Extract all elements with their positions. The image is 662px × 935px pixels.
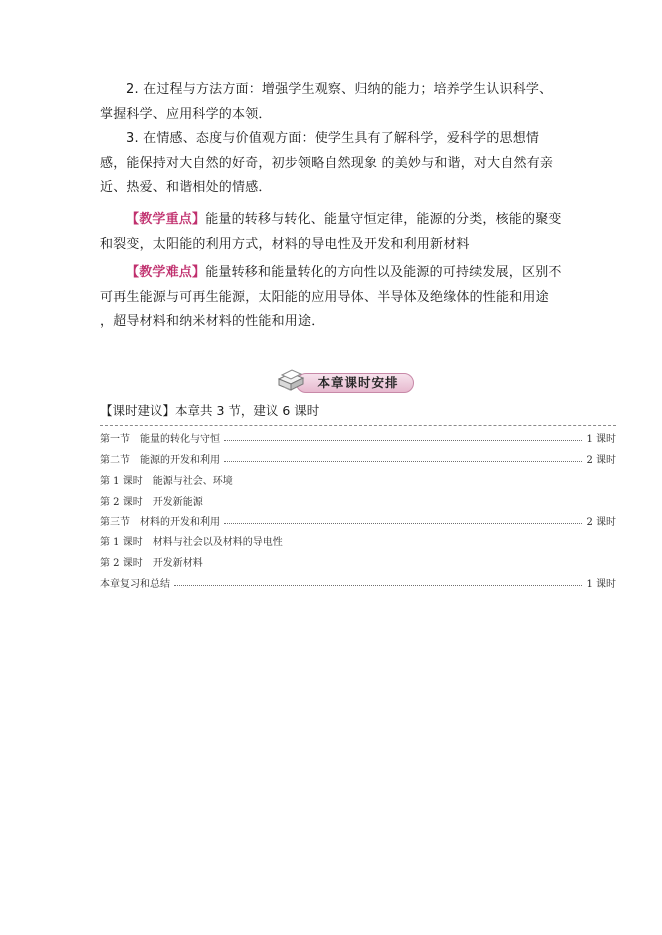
schedule-row bbox=[100, 450, 616, 466]
key-points-label: 【教学重点】 bbox=[126, 212, 206, 227]
schedule-row bbox=[100, 532, 616, 548]
chapter-schedule-banner bbox=[276, 367, 416, 395]
schedule-label: 第 1 课时 材料与社会以及材料的导电性 bbox=[100, 536, 283, 548]
schedule-row bbox=[100, 492, 616, 508]
schedule-row bbox=[100, 553, 616, 569]
schedule-row bbox=[100, 512, 616, 528]
schedule-row bbox=[100, 574, 616, 590]
schedule-label: 第三节 材料的开发和利用 bbox=[100, 516, 220, 528]
schedule-label: 第 2 课时 开发新材料 bbox=[100, 557, 203, 569]
schedule-label: 本章复习和总结 bbox=[100, 578, 170, 590]
schedule-label: 第 2 课时 开发新能源 bbox=[100, 496, 203, 508]
dot-leader bbox=[224, 523, 582, 524]
schedule-row bbox=[100, 471, 616, 487]
schedule-label: 第 1 课时 能源与社会、环境 bbox=[100, 475, 233, 487]
key-points-text: 能量的转移与转化、能量守恒定律，能源的分类，核能的聚变和裂变，太阳能的利用方式，材料的导电性及开发和利用新材料 bbox=[100, 212, 562, 252]
difficulties-label: 【教学难点】 bbox=[126, 265, 206, 280]
schedule-divider bbox=[100, 425, 616, 426]
objective-emotion-attitude: 3. 在情感、态度与价值观方面：使学生具有了解科学，爱科学的思想情感，能保持对大自然的好奇，初步领略自然现象 的美妙与和谐，对大自然有亲近、热爱、和谐相处的情感． bbox=[100, 131, 554, 195]
key-points bbox=[100, 208, 565, 257]
schedule-hours: 1 课时 bbox=[586, 433, 616, 445]
dot-leader bbox=[174, 585, 582, 586]
lesson-suggestion: 【课时建议】本章共 3 节，建议 6 课时 bbox=[100, 403, 320, 418]
schedule-hours: 2 课时 bbox=[586, 516, 616, 528]
book-stack-icon bbox=[276, 367, 306, 395]
difficulties bbox=[100, 261, 565, 335]
schedule-label: 第一节 能量的转化与守恒 bbox=[100, 433, 220, 445]
schedule-hours: 2 课时 bbox=[586, 454, 616, 466]
dot-leader bbox=[224, 440, 582, 441]
schedule-hours: 1 课时 bbox=[586, 578, 616, 590]
schedule-row bbox=[100, 429, 616, 445]
difficulties-text: 能量转移和能量转化的方向性以及能源的可持续发展，区别不可再生能源与可再生能源，太阳能的应用导体、半导体及绝缘体的性能和用途 ，超导材料和纳米材料的性能和用途． bbox=[100, 265, 562, 329]
dot-leader bbox=[224, 461, 582, 462]
objective-process-methods: 2. 在过程与方法方面：增强学生观察、归纳的能力；培养学生认识科学、掌握科学、应用科学的本领． bbox=[100, 82, 553, 122]
banner-title: 本章课时安排 bbox=[317, 375, 399, 390]
schedule-label: 第二节 能源的开发和利用 bbox=[100, 454, 220, 466]
